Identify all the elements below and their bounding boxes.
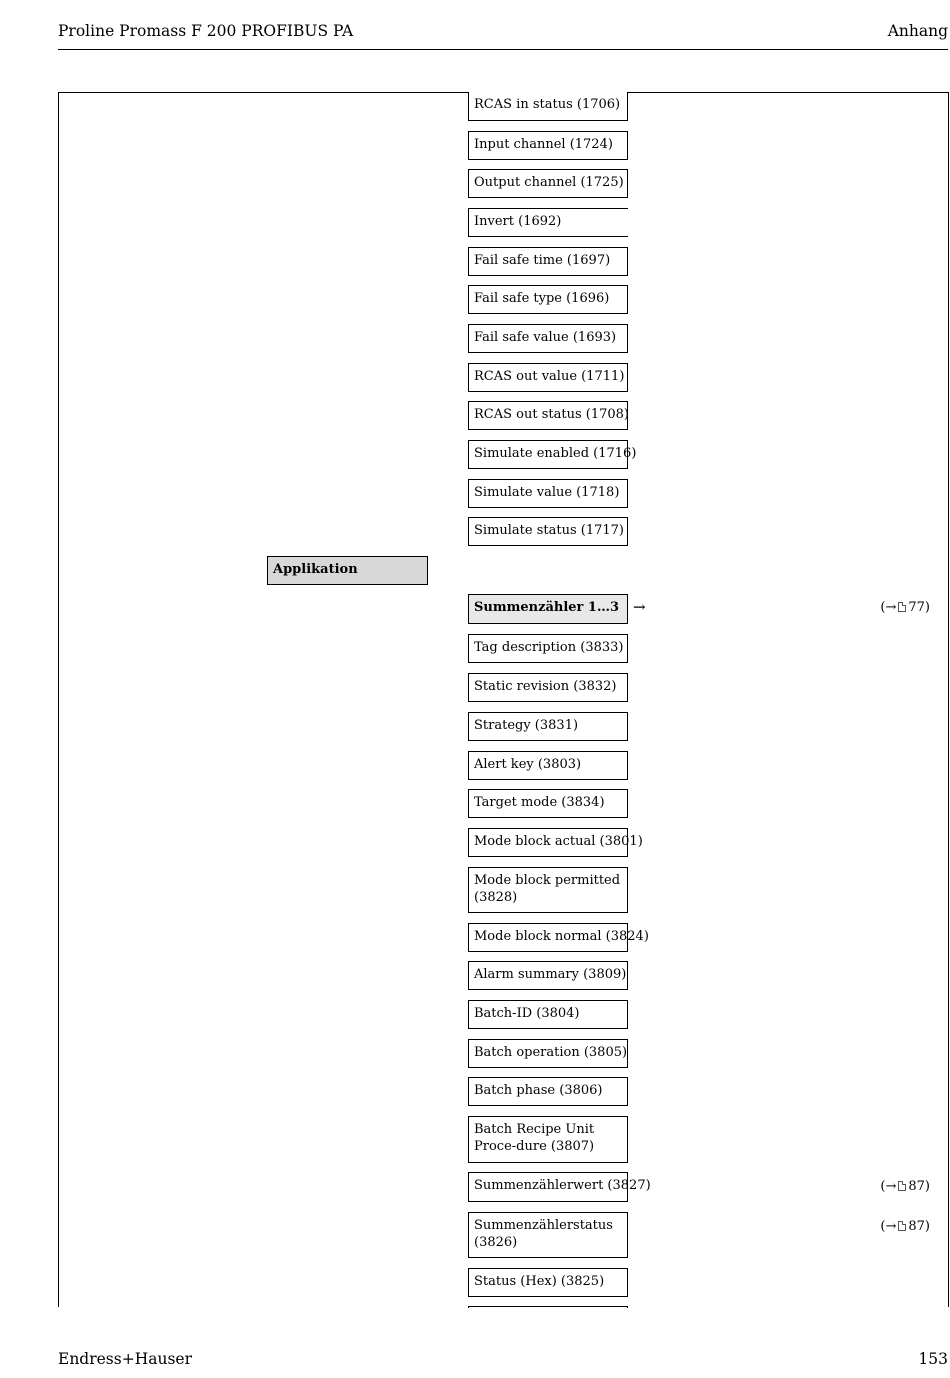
- param-rcas-out-status: RCAS out status (1708): [468, 401, 628, 430]
- param-batch-operation: Batch operation (3805): [468, 1039, 628, 1068]
- param-fail-safe-type: Fail safe type (1696): [468, 285, 628, 314]
- menu-frame-left: [58, 92, 59, 1307]
- reference-page: 87): [908, 1219, 930, 1234]
- param-simulate-enabled: Simulate enabled (1716): [468, 440, 628, 469]
- header-rule: [58, 49, 948, 50]
- param-input-channel: Input channel (1724): [468, 131, 628, 160]
- param-fail-safe-time: Fail safe time (1697): [468, 247, 628, 276]
- reference-open: (→: [880, 1219, 897, 1234]
- param-simulate-value: Simulate value (1718): [468, 479, 628, 508]
- param-mode-block-permitted: Mode block permitted (3828): [468, 867, 628, 913]
- reference-open: (→: [880, 1179, 897, 1194]
- param-alarm-summary: Alarm summary (3809): [468, 961, 628, 990]
- page-reference-summenzaehlerwert[interactable]: [880, 1179, 930, 1194]
- param-summenzaehlerwert: Summenzählerwert (3827): [468, 1172, 628, 1202]
- param-batch-recipe-unit-procedure: Batch Recipe Unit Proce-dure (3807): [468, 1116, 628, 1163]
- param-mode-block-normal: Mode block normal (3824): [468, 923, 628, 952]
- document-icon: [898, 602, 906, 612]
- param-batch-phase: Batch phase (3806): [468, 1077, 628, 1106]
- page-header-section: Anhang: [887, 22, 948, 40]
- param-rcas-in-status: RCAS in status (1706): [468, 92, 628, 121]
- param-batch-id: Batch-ID (3804): [468, 1000, 628, 1029]
- menu-group-applikation[interactable]: Applikation: [267, 556, 428, 585]
- param-summenzaehlerstatus: Summenzählerstatus (3826): [468, 1212, 628, 1258]
- footer-brand: Endress+Hauser: [58, 1350, 192, 1368]
- param-alert-key: Alert key (3803): [468, 751, 628, 780]
- param-continued-cut: [468, 1306, 628, 1308]
- reference-open: (→: [880, 600, 897, 615]
- param-static-revision: Static revision (3832): [468, 673, 628, 702]
- param-mode-block-actual: Mode block actual (3801): [468, 828, 628, 857]
- document-icon: [898, 1181, 906, 1191]
- submenu-summenzaehler[interactable]: Summenzähler 1…3: [468, 594, 628, 624]
- page-reference-submenu[interactable]: [880, 600, 930, 615]
- param-output-channel: Output channel (1725): [468, 169, 628, 198]
- param-invert: Invert (1692): [468, 208, 628, 237]
- footer-page-number: 153: [918, 1350, 948, 1368]
- param-status-hex: Status (Hex) (3825): [468, 1268, 628, 1297]
- param-strategy: Strategy (3831): [468, 712, 628, 741]
- param-rcas-out-value: RCAS out value (1711): [468, 363, 628, 392]
- reference-page: 77): [908, 600, 930, 615]
- menu-frame-right: [948, 92, 949, 1307]
- page-header-title: Proline Promass F 200 PROFIBUS PA: [58, 22, 354, 40]
- page-reference-summenzaehlerstatus[interactable]: [880, 1219, 930, 1234]
- document-icon: [898, 1221, 906, 1231]
- reference-page: 87): [908, 1179, 930, 1194]
- param-simulate-status: Simulate status (1717): [468, 517, 628, 546]
- param-fail-safe-value: Fail safe value (1693): [468, 324, 628, 353]
- param-target-mode: Target mode (3834): [468, 789, 628, 818]
- param-tag-description: Tag description (3833): [468, 634, 628, 663]
- submenu-arrow-icon: →: [633, 598, 646, 616]
